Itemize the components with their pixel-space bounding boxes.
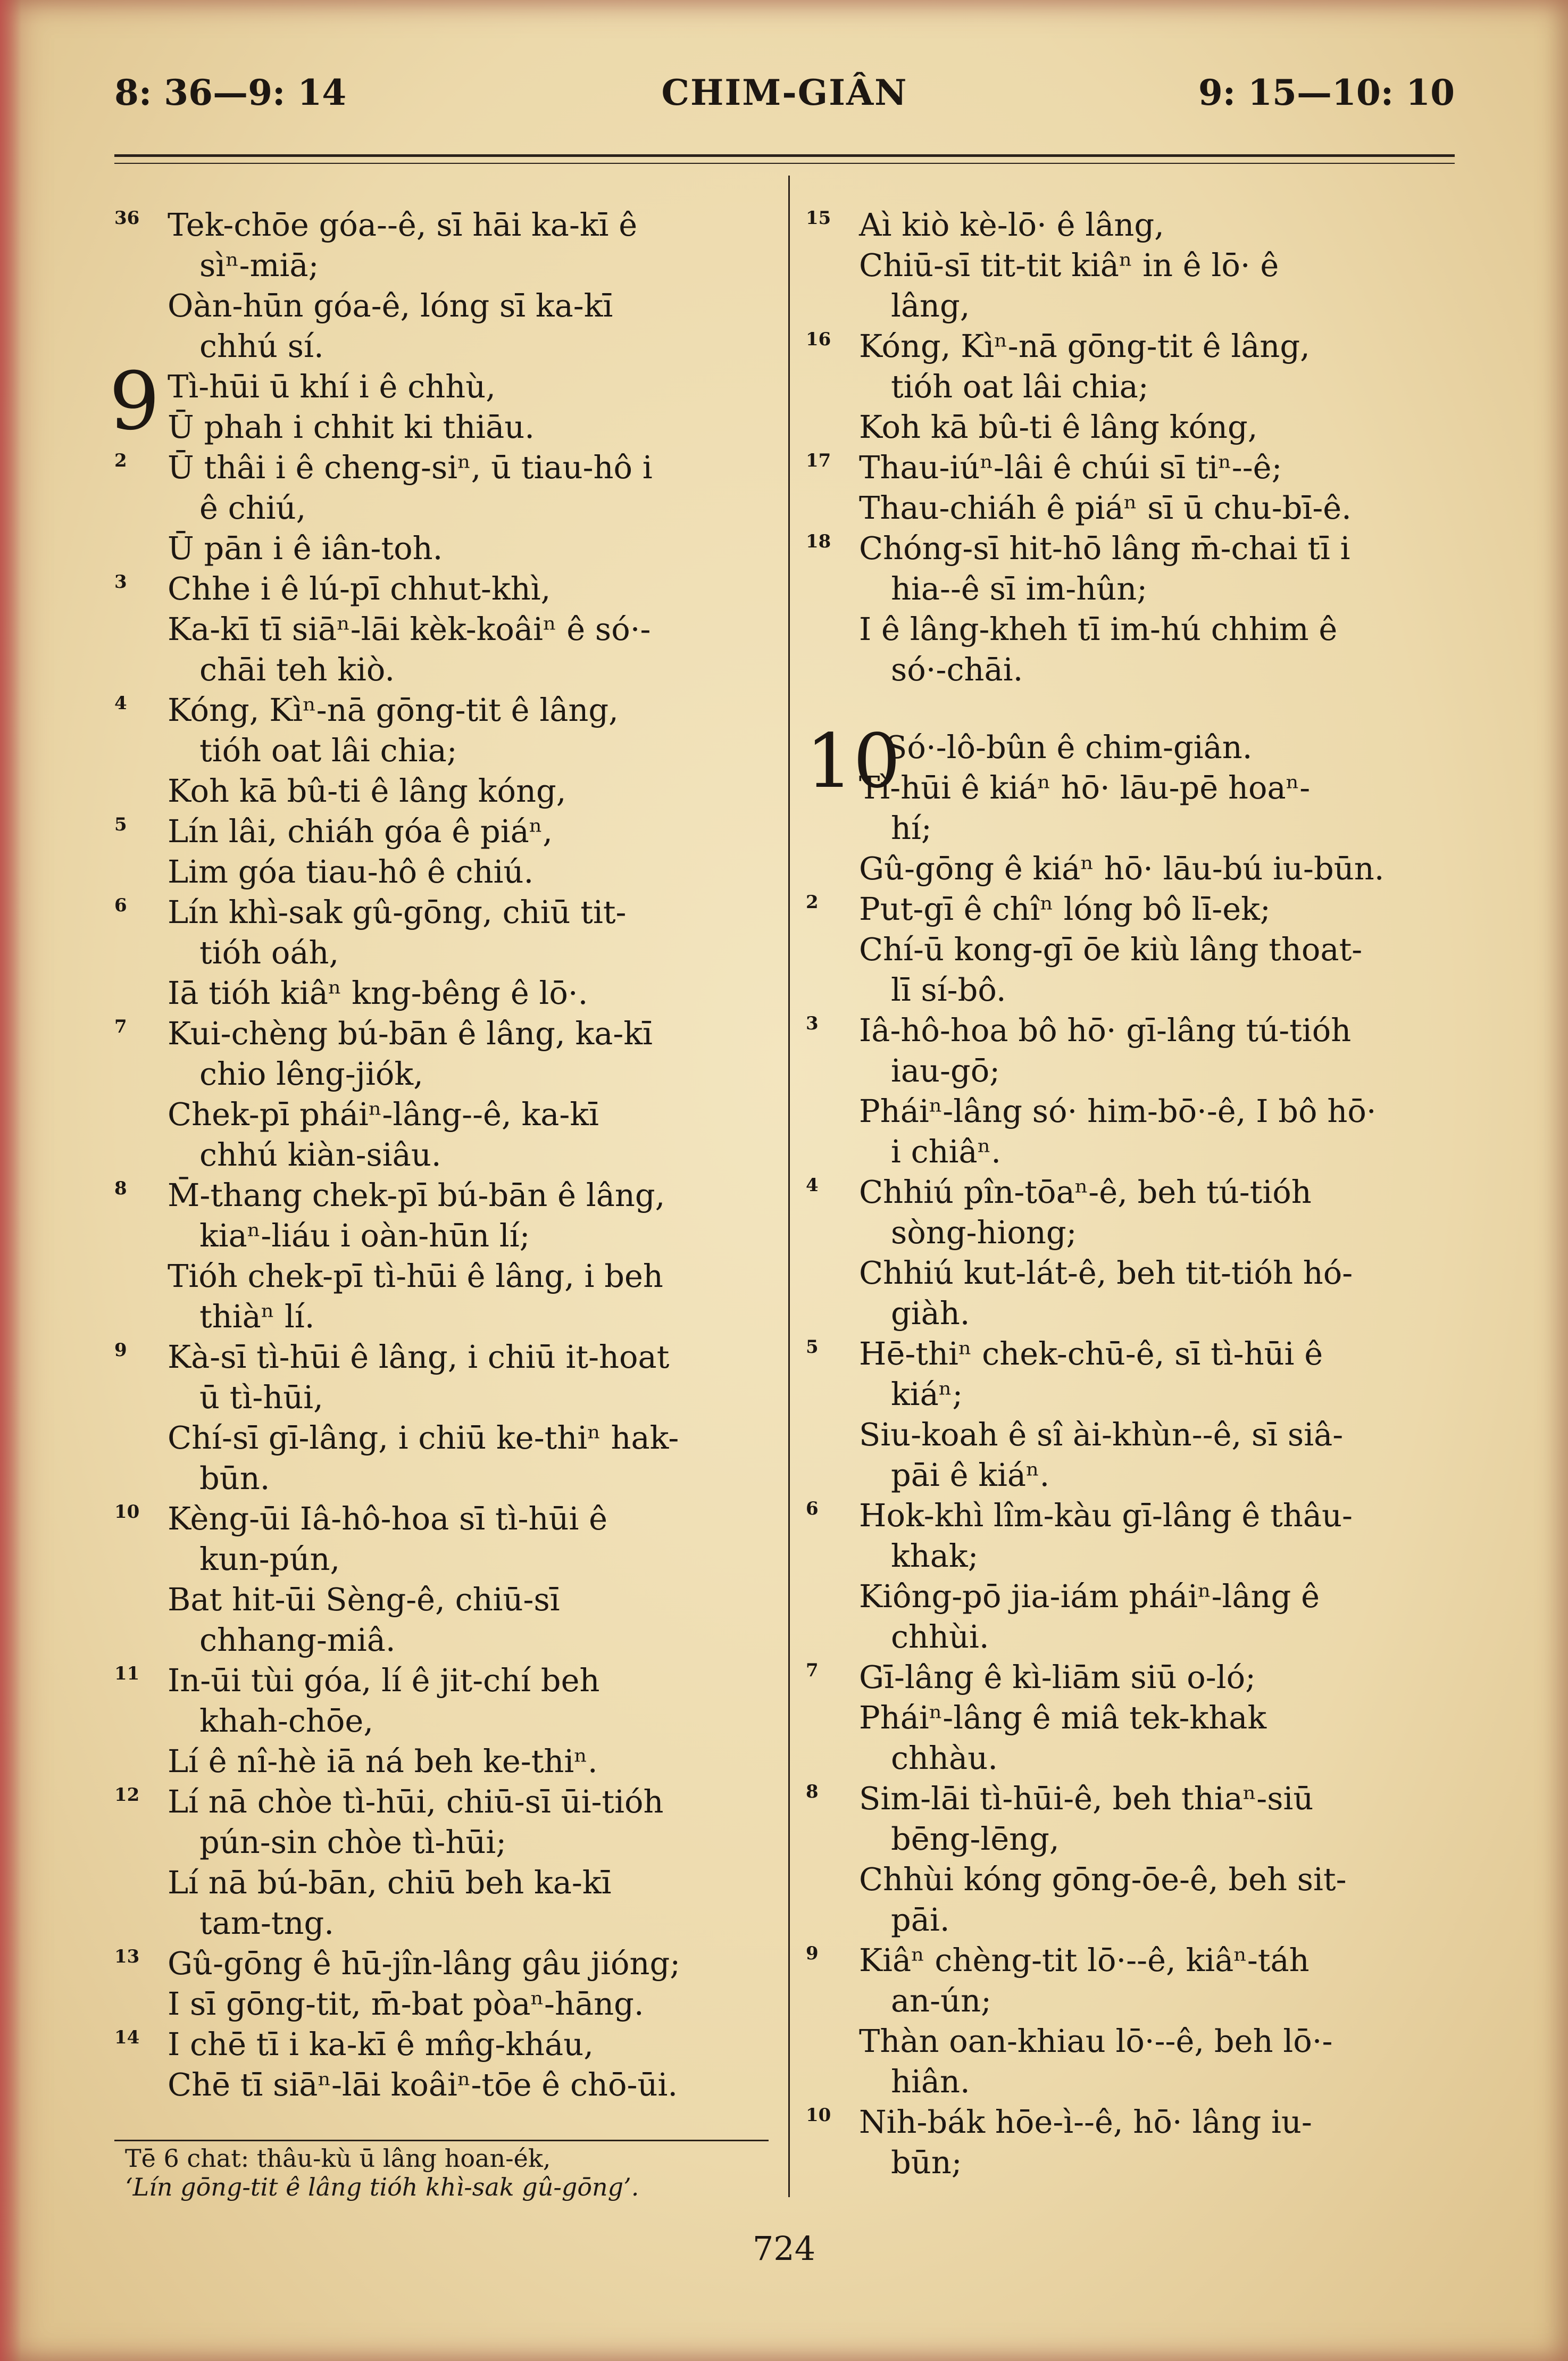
verse-line: Chhùi kóng gōng-ōe-ê, beh sit- xyxy=(859,1861,1347,1898)
footnote-line: Tē 6 chat: thâu-kù ū lâng hoan-ék, xyxy=(125,2144,551,2173)
verse-number: 2 xyxy=(806,892,819,913)
verse-line: In-ūi tùi góa, lí ê jit-chí beh xyxy=(168,1662,600,1699)
verse-number: 11 xyxy=(114,1663,140,1684)
verse-number: 8 xyxy=(806,1781,819,1802)
verse xyxy=(806,1657,1455,1778)
verse-line: Thàn oan-khiau lō·--ê, beh lō·- xyxy=(859,2023,1333,2059)
verse-number: 10 xyxy=(114,1501,140,1523)
verse-number: 2 xyxy=(114,450,127,471)
verse xyxy=(806,768,1455,889)
header-left-reference: 8: 36—9: 14 xyxy=(114,72,347,113)
verse-line: Aì kiò kè-lō· ê lâng, xyxy=(859,206,1164,243)
left-column xyxy=(109,205,769,2105)
verse-number: 16 xyxy=(806,329,831,350)
verse-line: Gû-gōng ê hū-jîn-lâng gâu jióng; xyxy=(168,1945,681,1982)
verse-line: Ū pān i ê iân-toh. xyxy=(168,530,443,567)
verse-line: ê chiú, xyxy=(199,489,306,526)
verse-number: 7 xyxy=(806,1660,819,1681)
verse-line: Chhe i ê lú-pī chhut-khì, xyxy=(168,570,551,607)
verse-line: i chiâⁿ. xyxy=(891,1133,1001,1170)
verse xyxy=(114,1499,769,1660)
verse-number: 3 xyxy=(114,571,127,593)
verse-line: tam-tng. xyxy=(199,1905,334,1941)
verse-line: Chhiú pîn-tōaⁿ-ê, beh tú-tióh xyxy=(859,1174,1312,1210)
verse-line: hí; xyxy=(891,810,932,846)
verse-number: 18 xyxy=(806,531,831,552)
footnote xyxy=(114,2144,769,2201)
verse xyxy=(114,1175,769,1337)
verse-line: sìⁿ-miā; xyxy=(199,247,319,284)
verse-line: kun-pún, xyxy=(199,1541,340,1577)
verse-line: Lí ê nî-hè iā ná beh ke-thiⁿ. xyxy=(168,1743,598,1780)
verse-line: Tì-hūi ê kiáⁿ hō· lāu-pē hoaⁿ- xyxy=(859,769,1311,806)
verse-line: Koh kā bû-ti ê lâng kóng, xyxy=(168,772,566,809)
verse-line: chhùi. xyxy=(891,1618,989,1655)
verse-line: iau-gō; xyxy=(891,1052,1000,1089)
chapter-heading: Só·-lô-bûn ê chim-giân. xyxy=(886,729,1253,766)
verse-line: tióh oáh, xyxy=(199,934,339,971)
verse-line: būn. xyxy=(199,1460,270,1497)
verse-line: I ê lâng-kheh tī im-hú chhim ê xyxy=(859,611,1338,647)
verse xyxy=(114,1013,769,1175)
verse-line: hia--ê sī im-hûn; xyxy=(891,570,1148,607)
page-number: 724 xyxy=(752,2229,816,2268)
verse-line: Nih-bák hōe-ì--ê, hō· lâng iu- xyxy=(859,2104,1312,2140)
verse-number: 14 xyxy=(114,2027,140,2048)
header-right-reference: 9: 15—10: 10 xyxy=(1198,72,1455,113)
verse xyxy=(114,367,769,447)
verse-line: chhú kiàn-siâu. xyxy=(199,1136,441,1173)
verse-line: Chí-ū kong-gī ōe kiù lâng thoat- xyxy=(859,931,1363,968)
verse-line: Ū phah i chhit ki thiāu. xyxy=(168,409,535,445)
verse-line: Lí nā bú-bān, chiū beh ka-kī xyxy=(168,1864,612,1901)
verse-line: ū tì-hūi, xyxy=(199,1379,323,1416)
verse xyxy=(806,1334,1455,1495)
verse xyxy=(114,892,769,1013)
verse xyxy=(806,205,1455,326)
verse-line: tióh oat lâi chia; xyxy=(891,368,1149,405)
verse-line: Kiông-pō jia-iám pháiⁿ-lâng ê xyxy=(859,1578,1320,1615)
verse-line: Kóng, Kìⁿ-nā gōng-tit ê lâng, xyxy=(168,692,619,728)
verse-line: Put-gī ê chîⁿ lóng bô lī-ek; xyxy=(859,891,1271,927)
verse-line: M̄-thang chek-pī bú-bān ê lâng, xyxy=(168,1177,665,1213)
verse-line: kiáⁿ; xyxy=(891,1376,963,1412)
verse-line: sòng-hiong; xyxy=(891,1214,1077,1251)
verse-line: lâng, xyxy=(891,287,970,324)
verse-number: 12 xyxy=(114,1784,140,1806)
verse-line: Bat hit-ūi Sèng-ê, chiū-sī xyxy=(168,1581,560,1618)
verse-line: pāi. xyxy=(891,1901,950,1938)
verse xyxy=(806,1172,1455,1334)
verse-line: Iā tióh kiâⁿ kng-bêng ê lō·. xyxy=(168,975,588,1011)
verse-line: Sim-lāi tì-hūi-ê, beh thiaⁿ-siū xyxy=(859,1780,1314,1817)
verse xyxy=(806,447,1455,528)
verse-line: Chiū-sī tit-tit kiâⁿ in ê lō· ê xyxy=(859,247,1279,284)
verse-number: 10 xyxy=(806,2105,831,2126)
verse-number: 36 xyxy=(114,207,140,229)
verse-number: 17 xyxy=(806,450,831,471)
verse xyxy=(114,690,769,811)
header-rule-thin xyxy=(114,163,1455,164)
verse-line: Tióh chek-pī tì-hūi ê lâng, i beh xyxy=(168,1258,663,1294)
verse-line: Siu-koah ê sî ài-khùn--ê, sī siâ- xyxy=(859,1416,1344,1453)
verse-number: 3 xyxy=(806,1013,819,1034)
footnote-line: ‘Lín gōng-tit ê lâng tióh khì-sak gû-gōng’. xyxy=(125,2173,639,2201)
verse xyxy=(806,1940,1455,2102)
verse-number: 5 xyxy=(114,814,127,835)
verse-line: Lim góa tiau-hô ê chiú. xyxy=(168,853,534,890)
verse-line: būn; xyxy=(891,2144,962,2181)
verse-line: Kà-sī tì-hūi ê lâng, i chiū it-hoat xyxy=(168,1339,670,1375)
verse xyxy=(114,205,769,367)
verse-number: 5 xyxy=(806,1336,819,1358)
verse-line: Tì-hūi ū khí i ê chhù, xyxy=(168,368,496,405)
verse-number: 6 xyxy=(806,1498,819,1519)
verse-line: Lín lâi, chiáh góa ê piáⁿ, xyxy=(168,813,553,850)
verse xyxy=(806,1495,1455,1657)
column-divider xyxy=(788,176,790,2197)
verse-line: Oàn-hūn góa-ê, lóng sī ka-kī xyxy=(168,287,613,324)
verse xyxy=(114,569,769,690)
verse-line: Kiâⁿ chèng-tit lō·--ê, kiâⁿ-táh xyxy=(859,1942,1310,1978)
verse-number: 15 xyxy=(806,207,831,229)
verse xyxy=(114,1782,769,1943)
chapter-number: 9 xyxy=(109,355,160,448)
verse xyxy=(806,1778,1455,1940)
verse-number: 4 xyxy=(114,693,127,714)
verse xyxy=(114,1660,769,1782)
verse-line: Ka-kī tī siāⁿ-lāi kèk-koâiⁿ ê só·- xyxy=(168,611,651,647)
verse-line: thiàⁿ lí. xyxy=(199,1298,315,1335)
verse-line: lī sí-bô. xyxy=(891,971,1006,1008)
verse-line: Chek-pī pháiⁿ-lâng--ê, ka-kī xyxy=(168,1096,599,1133)
verse xyxy=(114,447,769,569)
verse-line: Ū thâi i ê cheng-siⁿ, ū tiau-hô i xyxy=(168,449,653,486)
chapter-number: 10 xyxy=(806,718,901,805)
verse-number: 9 xyxy=(806,1943,819,1964)
verse-line: Koh kā bû-ti ê lâng kóng, xyxy=(859,409,1258,445)
verse-line: Iâ-hô-hoa bô hō· gī-lâng tú-tióh xyxy=(859,1012,1352,1049)
header-rule-thick xyxy=(114,154,1455,157)
verse-number: 8 xyxy=(114,1178,127,1199)
verse-line: giàh. xyxy=(891,1295,970,1332)
verse-line: Hok-khì lîm-kàu gī-lâng ê thâu- xyxy=(859,1497,1353,1534)
verse-line: só·-chāi. xyxy=(891,651,1023,688)
verse-line: Thau-iúⁿ-lâi ê chúi sī tiⁿ--ê; xyxy=(859,449,1282,486)
verse-line: tióh oat lâi chia; xyxy=(199,732,457,769)
right-column xyxy=(806,205,1455,2183)
verse-line: Lí nā chòe tì-hūi, chiū-sī ūi-tióh xyxy=(168,1783,664,1820)
verse-number: 13 xyxy=(114,1946,140,1967)
verse-number: 4 xyxy=(806,1175,819,1196)
verse xyxy=(806,1010,1455,1172)
verse-number: 9 xyxy=(114,1340,127,1361)
verse-line: chhàu. xyxy=(891,1740,998,1776)
verse-line: khak; xyxy=(891,1537,979,1574)
verse-line: Kóng, Kìⁿ-nā gōng-tit ê lâng, xyxy=(859,328,1310,364)
verse-line: chhú sí. xyxy=(199,328,324,364)
verse-line: Thau-chiáh ê piáⁿ sī ū chu-bī-ê. xyxy=(859,489,1352,526)
verse-line: Tek-chōe góa--ê, sī hāi ka-kī ê xyxy=(168,206,638,243)
verse-line: Chí-sī gī-lâng, i chiū ke-thiⁿ hak- xyxy=(168,1419,679,1456)
verse xyxy=(806,2102,1455,2183)
verse-line: hiân. xyxy=(891,2063,970,2100)
verse-line: an-ún; xyxy=(891,1982,991,2019)
verse xyxy=(114,1337,769,1499)
verse-line: Gû-gōng ê kiáⁿ hō· lāu-bú iu-būn. xyxy=(859,850,1384,887)
verse-line: chāi teh kiò. xyxy=(199,651,395,688)
verse-line: Chhiú kut-lát-ê, beh tit-tióh hó- xyxy=(859,1254,1353,1291)
verse-line: bēng-lēng, xyxy=(891,1820,1060,1857)
verse xyxy=(806,326,1455,447)
footnote-rule xyxy=(114,2140,769,2141)
verse-line: pún-sin chòe tì-hūi; xyxy=(199,1824,507,1860)
verse xyxy=(806,528,1455,690)
verse-number: 7 xyxy=(114,1016,127,1037)
verse-line: Lín khì-sak gû-gōng, chiū tit- xyxy=(168,894,627,930)
verse xyxy=(806,889,1455,1010)
verse-line: Chóng-sī hit-hō lâng m̄-chai tī i xyxy=(859,530,1350,567)
verse-line: Kui-chèng bú-bān ê lâng, ka-kī xyxy=(168,1015,653,1052)
verse-line: Gī-lâng ê kì-liām siū o-ló; xyxy=(859,1659,1256,1695)
verse-line: chhang-miâ. xyxy=(199,1622,396,1658)
verse-line: Hē-thiⁿ chek-chū-ê, sī tì-hūi ê xyxy=(859,1335,1323,1372)
verse-line: I chē tī i ka-kī ê mn̂g-kháu, xyxy=(168,2026,594,2063)
running-header xyxy=(114,72,1455,120)
verse-line: Chē tī siāⁿ-lāi koâiⁿ-tōe ê chō-ūi. xyxy=(168,2066,678,2103)
verse xyxy=(114,1943,769,2024)
verse-line: chio lêng-jiók, xyxy=(199,1055,423,1092)
verse-number: 6 xyxy=(114,895,127,916)
verse-line: pāi ê kiáⁿ. xyxy=(891,1457,1050,1493)
verse-line: I sī gōng-tit, m̄-bat pòaⁿ-hāng. xyxy=(168,1985,644,2022)
header-book-title: CHIM-GIÂN xyxy=(661,72,908,113)
verse-line: kiaⁿ-liáu i oàn-hūn lí; xyxy=(199,1217,530,1254)
verse-line: Kèng-ūi Iâ-hô-hoa sī tì-hūi ê xyxy=(168,1500,608,1537)
verse-line: khah-chōe, xyxy=(199,1702,374,1739)
verse-line: Pháiⁿ-lâng só· him-bō·-ê, I bô hō· xyxy=(859,1093,1377,1129)
verse xyxy=(114,2024,769,2105)
verse-line: Pháiⁿ-lâng ê miâ tek-khak xyxy=(859,1699,1267,1736)
verse xyxy=(114,811,769,892)
